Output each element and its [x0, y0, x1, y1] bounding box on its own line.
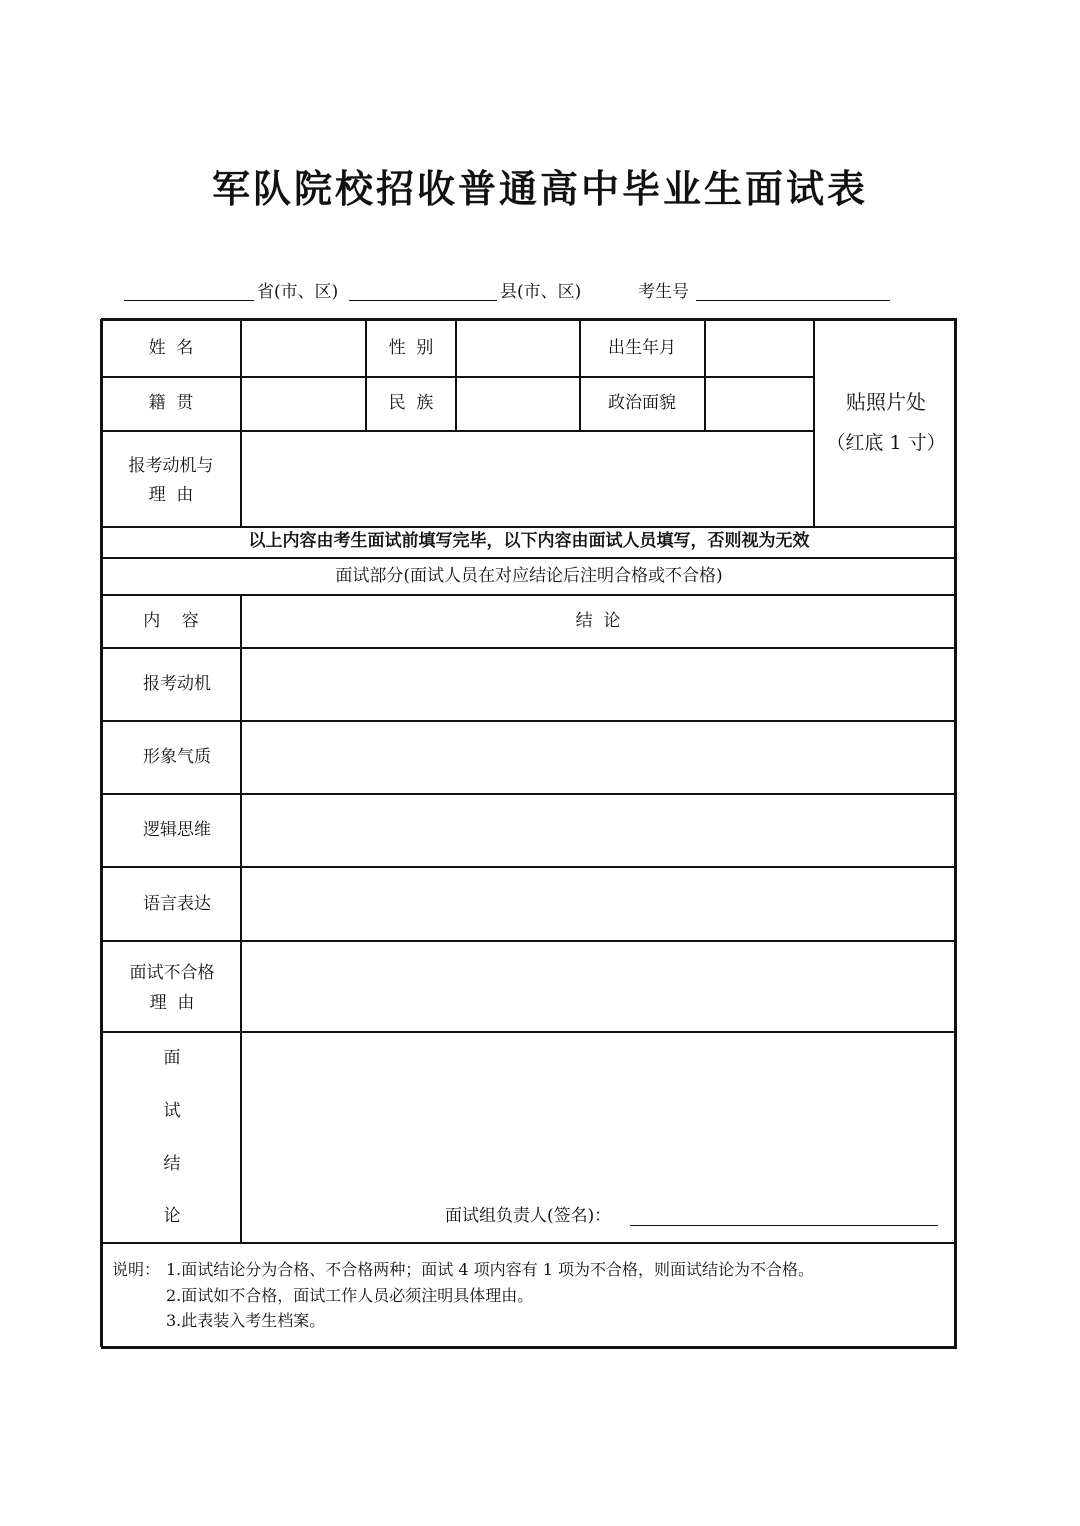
native-place-label: 籍 贯 — [148, 393, 194, 413]
table-border-line — [101, 557, 957, 559]
table-border-line — [954, 319, 957, 1347]
county-label: 县(市、区) — [500, 282, 582, 302]
item-motive: 报考动机 — [143, 674, 211, 694]
motive-label-2: 理 由 — [148, 485, 194, 505]
table-border-line — [101, 720, 957, 722]
table-border-line — [100, 319, 103, 1347]
fail-reason-label: 面试不合格 — [129, 963, 215, 983]
ethnicity-label: 民 族 — [388, 393, 434, 413]
exam-number-label: 考生号 — [638, 282, 689, 302]
table-border-line — [101, 793, 957, 795]
political-status-label: 政治面貌 — [608, 393, 676, 413]
content-column-header: 内 容 — [143, 611, 199, 631]
item-appearance: 形象气质 — [143, 747, 211, 767]
table-border-line — [101, 1242, 957, 1244]
table-border-line — [101, 594, 957, 596]
county-field[interactable] — [349, 284, 497, 301]
item-logic: 逻辑思维 — [143, 820, 211, 840]
table-border-line — [813, 319, 815, 527]
birth-label: 出生年月 — [608, 338, 676, 358]
province-label: 省(市、区) — [257, 282, 339, 302]
table-border-line — [101, 430, 814, 432]
conclusion-char: 结 — [163, 1154, 181, 1174]
name-input[interactable] — [242, 378, 366, 430]
notice-text: 以上内容由考生面试前填写完毕，以下内容由面试人员填写，否则视为无效 — [248, 531, 810, 551]
table-border-line — [101, 647, 957, 649]
item-expression: 语言表达 — [143, 894, 211, 914]
gender-label: 性 别 — [388, 338, 434, 358]
conclusion-column-header: 结 论 — [575, 611, 621, 631]
signature-label: 面试组负责人(签名)： — [445, 1206, 612, 1226]
signature-field[interactable] — [630, 1208, 938, 1226]
conclusion-char: 论 — [163, 1206, 181, 1226]
table-border-line — [240, 595, 242, 1243]
section-title: 面试部分(面试人员在对应结论后注明合格或不合格) — [335, 566, 723, 586]
photo-note: （红底 1 寸） — [826, 432, 946, 454]
table-border-line — [101, 940, 957, 942]
table-border-line — [101, 318, 957, 321]
photo-placeholder: 贴照片处 — [846, 390, 926, 414]
gender-input[interactable] — [457, 378, 580, 430]
note-line: 1.面试结论分为合格、不合格两种；面试 4 项内容有 1 项为不合格，则面试结论为不合格。 — [166, 1260, 814, 1279]
notes-prefix: 说明： — [112, 1260, 161, 1279]
note-line: 2.面试如不合格，面试工作人员必须注明具体理由。 — [166, 1286, 534, 1305]
motive-label: 报考动机与 — [128, 456, 214, 476]
table-border-line — [101, 526, 957, 528]
province-field[interactable] — [124, 284, 254, 301]
form-title: 军队院校招收普通高中毕业生面试表 — [211, 167, 868, 211]
name-label: 姓 名 — [148, 338, 194, 358]
conclusion-char: 面 — [163, 1048, 181, 1068]
conclusion-char: 试 — [163, 1101, 181, 1121]
note-line: 3.此表装入考生档案。 — [166, 1311, 326, 1330]
exam-number-field[interactable] — [696, 284, 890, 301]
table-border-line — [101, 1346, 957, 1349]
fail-reason-label-2: 理 由 — [149, 993, 195, 1013]
table-border-line — [101, 1031, 957, 1033]
table-border-line — [704, 319, 706, 431]
table-border-line — [101, 866, 957, 868]
